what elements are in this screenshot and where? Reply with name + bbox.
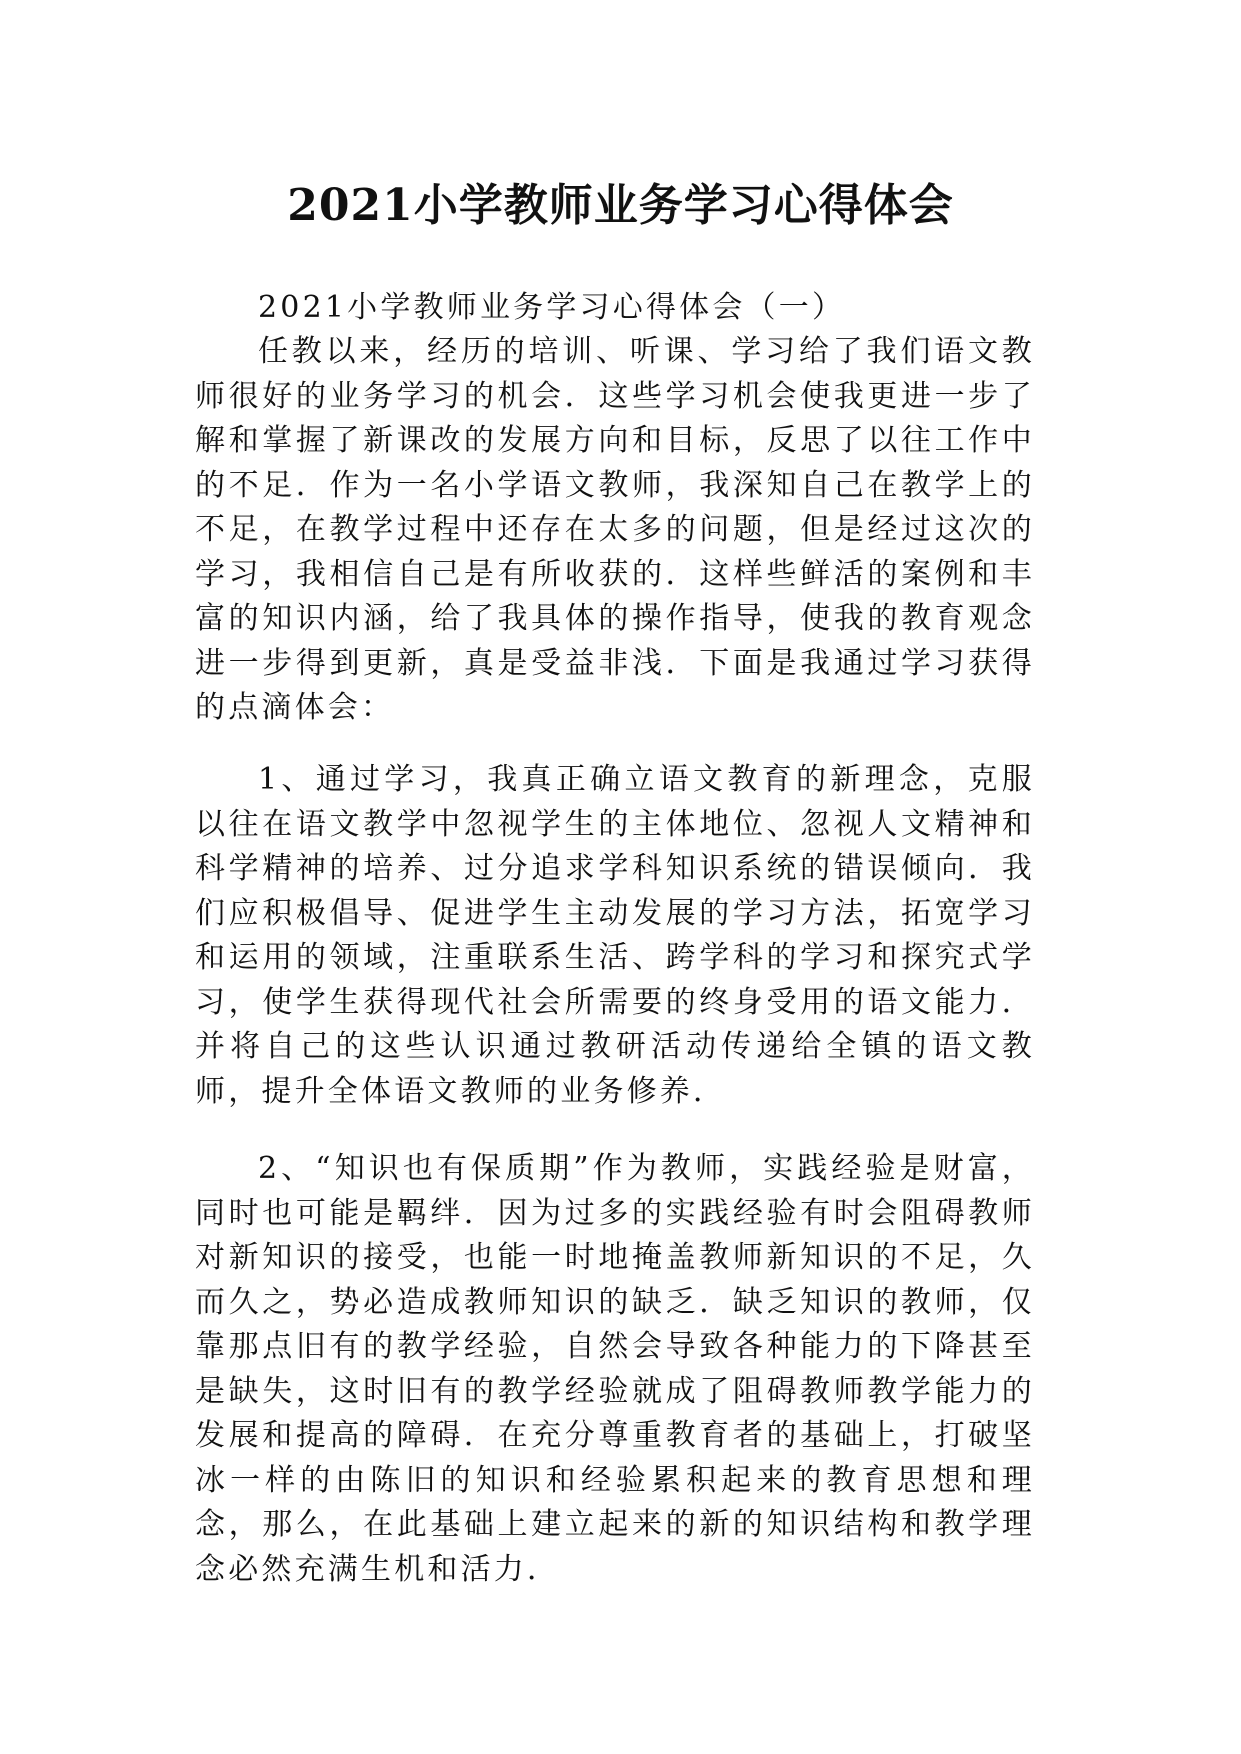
paragraph-intro: 任教以来，经历的培训、听课、学习给了我们语文教师很好的业务学习的机会．这些学习机会使我更进一步了解和掌握了新课改的发展方向和目标，反思了以往工作中的不足．作为一名小学语文教师，我深知自己在教学上的不足，在教学过程中还存在太多的问题，但是经过这次的学习，我相信自己是有所收获的．这样些鲜活的案例和丰富的知识内涵，给了我具体的操作指导，使我的教育观念进一步得到更新，真是受益非浅．下面是我通过学习获得的点滴体会： <box>195 334 1035 725</box>
section-subtitle: 2021小学教师业务学习心得体会（一） <box>258 290 846 325</box>
paragraph-point-2: 2、“知识也有保质期”作为教师，实践经验是财富，同时也可能是羁绊．因为过多的实践经验有时会阻碍教师对新知识的接受，也能一时地掩盖教师新知识的不足，久而久之，势必造成教师知识的缺乏．缺乏知识的教师，仅靠那点旧有的教学经验，自然会导致各种能力的下降甚至是缺失，这时旧有的教学经验就成了阻碍教师教学能力的发展和提高的障碍．在充分尊重教育者的基础上，打破坚冰一样的由陈旧的知识和经验累积起来的教育思想和理念，那么，在此基础上建立起来的新的知识结构和教学理念必然充满生机和活力． <box>195 1151 1035 1587</box>
paragraph-point-1: 1、通过学习，我真正确立语文教育的新理念，克服以往在语文教学中忽视学生的主体地位、忽视人文精神和科学精神的培养、过分追求学科知识系统的错误倾向．我们应积极倡导、促进学生主动发展的学习方法，拓宽学习和运用的领域，注重联系生活、跨学科的学习和探究式学习，使学生获得现代社会所需要的终身受用的语文能力．并将自己的这些认识通过教研活动传递给全镇的语文教师，提升全体语文教师的业务修养． <box>195 762 1035 1109</box>
document-title: 2021小学教师业务学习心得体会 <box>287 180 954 231</box>
